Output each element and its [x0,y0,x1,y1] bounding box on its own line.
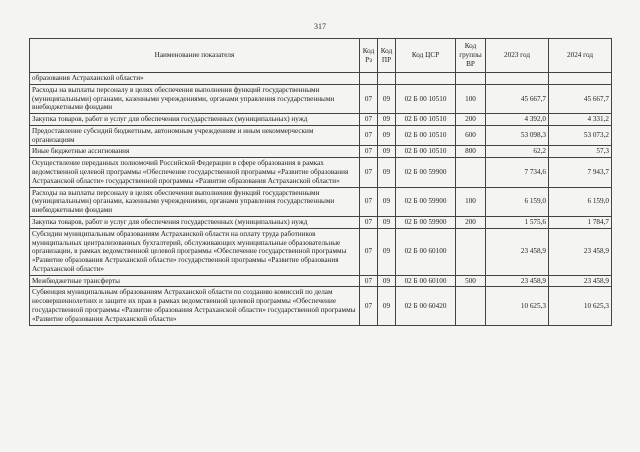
cell-vr [456,158,486,187]
cell-2024: 23 458,9 [549,228,612,275]
cell-pr: 09 [378,114,396,126]
cell-vr: 500 [456,275,486,287]
cell-pr: 09 [378,275,396,287]
cell-name: Закупка товаров, работ и услуг для обеспечения государственных (муниципальных) нужд [30,114,360,126]
header-2024: 2024 год [549,39,612,73]
cell-name: Предоставление субсидий бюджетным, автономным учреждениям и иным некоммерческим организациям [30,125,360,146]
header-name: Наименование показателя [30,39,360,73]
cell-name: Осуществление переданных полномочий Российской Федерации в сфере образования в рамках ведомственной целевой программы «Обеспечение государственной программы «Развитие образования Астраханской области» государственной программы «Развитие образования Астраханской области» [30,158,360,187]
cell-2023: 45 667,7 [486,84,549,113]
cell-csr: 02 Б 00 59900 [396,216,456,228]
cell-2023: 6 159,0 [486,187,549,216]
cell-pr: 09 [378,146,396,158]
cell-vr: 800 [456,146,486,158]
cell-vr: 100 [456,187,486,216]
header-rz: Код Рз [360,39,378,73]
cell-rz: 07 [360,125,378,146]
table-row [30,275,612,287]
cell-2024: 6 159,0 [549,187,612,216]
cell-2024: 45 667,7 [549,84,612,113]
cell-vr [456,228,486,275]
cell-csr: 02 Б 00 59900 [396,187,456,216]
cell-rz: 07 [360,287,378,325]
cell-csr: 02 Б 00 10510 [396,146,456,158]
cell-name: Субсидии муниципальным образованиям Астраханской области на оплату труда работников муниципальных централизованных бухгалтерий, обслуживающих муниципальные образовательные организации, в рамках ведомственной целевой программы «Обеспечение государственной программы «Развитие образования Астраханской области» государственной программы «Развитие образования Астраханской области» [30,228,360,275]
cell-2023: 23 458,9 [486,228,549,275]
cell-vr: 100 [456,84,486,113]
cell-2024: 1 784,7 [549,216,612,228]
cell-csr: 02 Б 00 59900 [396,158,456,187]
cell-name: Расходы на выплаты персоналу в целях обеспечения выполнения функций государственными (муниципальными) органами, казенными учреждениями, органами управления государственными внебюджетными фондами [30,84,360,113]
cell-vr [456,73,486,85]
cell-vr: 200 [456,216,486,228]
cell-pr: 09 [378,228,396,275]
cell-name: Межбюджетные трансферты [30,275,360,287]
cell-rz: 07 [360,187,378,216]
cell-rz: 07 [360,84,378,113]
cell-2024: 4 331,2 [549,114,612,126]
table-body [30,73,612,326]
cell-2024: 53 073,2 [549,125,612,146]
cell-csr: 02 Б 00 10510 [396,84,456,113]
cell-2023: 4 392,0 [486,114,549,126]
cell-pr [378,73,396,85]
cell-csr [396,73,456,85]
cell-name: Субвенция муниципальным образованиям Астраханской области по созданию комиссий по делам несовершеннолетних и защите их прав в рамках ведомственной целевой программы «Обеспечение государственной программы «Развитие образования Астраханской области» государственной программы «Развитие образования Астраханской области» [30,287,360,325]
cell-vr [456,287,486,325]
table-row [30,228,612,275]
cell-2024 [549,73,612,85]
cell-2023: 10 625,3 [486,287,549,325]
cell-pr: 09 [378,216,396,228]
cell-2023: 23 458,9 [486,275,549,287]
cell-vr: 200 [456,114,486,126]
cell-name: образования Астраханской области» [30,73,360,85]
header-pr: Код ПР [378,39,396,73]
cell-pr: 09 [378,187,396,216]
cell-rz: 07 [360,275,378,287]
cell-name: Иные бюджетные ассигнования [30,146,360,158]
cell-pr: 09 [378,84,396,113]
table-row [30,187,612,216]
cell-2024: 7 943,7 [549,158,612,187]
table-header-row [30,39,612,73]
cell-csr: 02 Б 00 60420 [396,287,456,325]
cell-2024: 57,3 [549,146,612,158]
header-vr: Код группы ВР [456,39,486,73]
cell-2024: 23 458,9 [549,275,612,287]
cell-rz: 07 [360,228,378,275]
cell-pr: 09 [378,125,396,146]
cell-2024: 10 625,3 [549,287,612,325]
cell-pr: 09 [378,158,396,187]
page-number: 317 [314,22,326,31]
cell-rz: 07 [360,146,378,158]
cell-2023: 1 575,6 [486,216,549,228]
cell-csr: 02 Б 00 10510 [396,114,456,126]
cell-2023 [486,73,549,85]
cell-vr: 600 [456,125,486,146]
table-row [30,114,612,126]
table-row [30,216,612,228]
table-row [30,287,612,325]
cell-rz: 07 [360,216,378,228]
cell-rz: 07 [360,114,378,126]
cell-rz [360,73,378,85]
cell-csr: 02 Б 00 10510 [396,125,456,146]
budget-table [29,38,612,326]
table-row [30,158,612,187]
header-2023: 2023 год [486,39,549,73]
table-row [30,73,612,85]
cell-name: Расходы на выплаты персоналу в целях обеспечения выполнения функций государственными (муниципальными) органами, казенными учреждениями, органами управления государственными внебюджетными фондами [30,187,360,216]
cell-2023: 62,2 [486,146,549,158]
cell-2023: 53 098,3 [486,125,549,146]
cell-name: Закупка товаров, работ и услуг для обеспечения государственных (муниципальных) нужд [30,216,360,228]
cell-csr: 02 Б 00 60100 [396,275,456,287]
table-row [30,146,612,158]
cell-rz: 07 [360,158,378,187]
table-row [30,125,612,146]
cell-pr: 09 [378,287,396,325]
cell-csr: 02 Б 00 60100 [396,228,456,275]
cell-2023: 7 734,6 [486,158,549,187]
table-row [30,84,612,113]
header-csr: Код ЦСР [396,39,456,73]
